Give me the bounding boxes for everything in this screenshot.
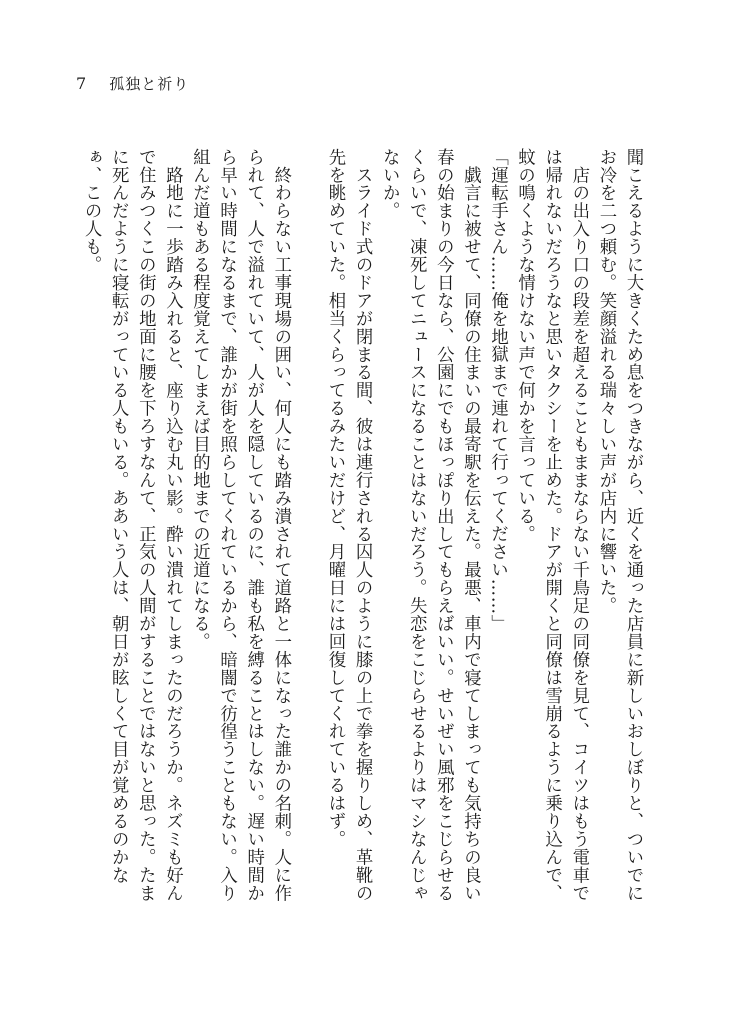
paragraph-3-dialogue: 「運転手さん……俺を地獄まで連れて行ってください……」 [487,148,508,633]
running-header [76,72,189,94]
paragraph-7: 路地に一歩踏み入れると、座り込む丸い影。酔い潰れてしまったのだろうか。ネズミも好んで住みつくこの街の地面に腰を下ろすなんて、正気の人間がすることではないと思った。たまに死んだように寝転がっている人もいる。ああいう人は、朝日が眩しくて目が覚めるのかなぁ、この人も。 [81,148,183,902]
paragraph-4: 戯言に被せて、同僚の住まいの最寄駅を伝えた。最悪、車内で寝てしまっても気持ちの良い春の始まりの今日なら、公園にでもほっぽり出してもらえばいい。せいぜい風邪をこじらせるくらいで、凍死してニュースになることはないだろう。失恋をこじらせるよりはマシなんじゃないか。 [379,148,481,902]
chapter-title: 孤独と祈り [109,74,190,93]
paragraph-1: 聞こえるように大きくため息をつきながら、近くを通った店員に新しいおしぼりと、ついでにお冷を二つ頼む。笑顔溢れる瑞々しい声が店内に響いた。 [595,148,643,902]
scene-break [294,148,321,908]
vertical-body-text [80,148,646,908]
paragraph-6: 終わらない工事現場の囲い、何人にも踏み潰されて道路と一体になった誰かの名刺。人に作られて、人で溢れていて、人が人を隠しているのに、誰も私を縛ることはしない。遅い時間から早い時間になるまで、誰かが街を照らしてくれているから、暗闇で彷徨うこともない。入り組んだ道もある程度覚えてしまえば目的地までの近道になる。 [189,148,291,902]
page-number: 7 [76,73,88,93]
paragraph-2: 店の出入り口の段差を超えることもままならない千鳥足の同僚を見て、コイツはもう電車では帰れないだろうなと思いタクシーを止めた。ドアが開くと同僚は雪崩るように乗り込んで、蚊の鳴くような情けない声で何かを言っている。 [514,148,589,902]
paragraph-5: スライド式のドアが閉まる間、彼は連行される囚人のように膝の上で拳を握りしめ、革靴の先を眺めていた。相当くらってるみたいだけど、月曜日には回復してくれているはず。 [324,148,373,902]
